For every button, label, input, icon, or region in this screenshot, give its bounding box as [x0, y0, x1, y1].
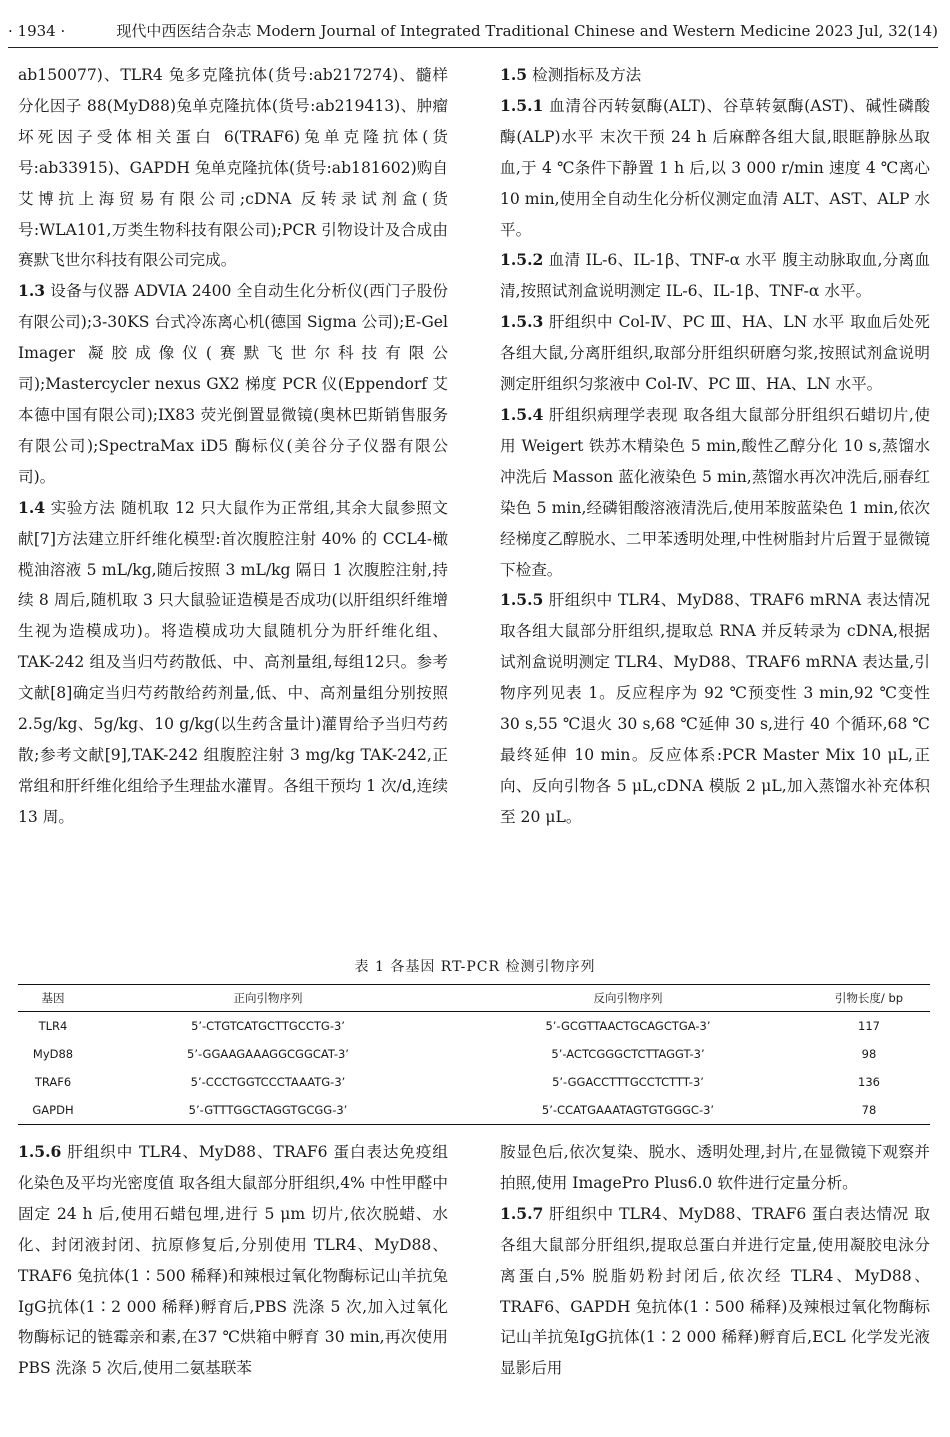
header-forward: 正向引物序列 — [88, 985, 448, 1012]
section-1-5-2 — [500, 245, 930, 307]
section-body: 取各组大鼠部分肝组织,4% 中性甲醛中固定 24 h 后,使用石蜡包埋,进行 5 μm 切片,依次脱蜡、水化、封闭液封闭、抗原修复后,分别使用 TLR4、MyD88、TRAF6 兔抗体(1∶500 稀释)和辣根过氧化物酶标记山羊抗兔IgG抗体(1∶2 000 稀释)孵育后,PBS 洗涤 5 次,加入过氧化物酶标记的链霉亲和素,在37 ℃烘箱中孵育 30 min,再次使用 PBS 洗涤 5 次后,使用二氨基联苯 — [18, 1173, 448, 1378]
section-number: 1.5.1 — [500, 95, 544, 115]
section-body: 取血后处死各组大鼠,分离肝组织,取部分肝组织研磨匀浆,按照试剂盒说明测定肝组织匀浆液中 Col-Ⅳ、PC Ⅲ、HA、LN 水平。 — [500, 313, 930, 394]
paragraph-materials-cont: ab150077)、TLR4 兔多克隆抗体(货号:ab217274)、髓样分化因子 88(MyD88)兔单克隆抗体(货号:ab219413)、肿瘤坏死因子受体相关蛋白 6(TRAF6)兔单克隆抗体(货号:ab33915)、GAPDH 兔单克隆抗体(货号:ab181602)购自艾博抗上海贸易有限公司;cDNA 反转录试剂盒(货号:WLA101,万类生物科技有限公司);PCR 引物设计及合成由赛默飞世尔科技有限公司完成。 — [18, 66, 448, 270]
section-body: ADVIA 2400 全自动生化分析仪(西门子股份有限公司);3-30KS 台式冷冻离心机(德国 Sigma 公司);E-Gel Imager 凝胶成像仪(赛默飞世尔科技有限公司);Mastercycler nexus GX2 梯度 PCR 仪(Eppendorf 艾本德中国有限公司);IX83 荧光倒置显微镜(奥林巴斯销售服务有限公司);SpectraMax iD5 酶标仪(美谷分子仪器有限公司)。 — [18, 282, 448, 486]
right-column-top — [500, 60, 930, 833]
section-title: 肝组织中 TLR4、MyD88、TRAF6 蛋白表达免疫组化染色及平均光密度值 — [18, 1143, 448, 1192]
header-rule — [8, 47, 938, 48]
cell-forward: 5’-CTGTCATGCTTGCCTG-3’ — [191, 1019, 345, 1033]
section-1-5-1 — [500, 91, 930, 246]
section-title: 实验方法 — [50, 498, 116, 517]
primer-table — [18, 984, 930, 1125]
section-number: 1.5.4 — [500, 404, 544, 424]
section-title: 肝组织中 TLR4、MyD88、TRAF6 蛋白表达情况 — [548, 1204, 909, 1223]
table-row — [18, 1068, 930, 1096]
paragraph-ihc-cont: 胺显色后,依次复染、脱水、透明处理,封片,在显微镜下观察并拍照,使用 ImagePro Plus6.0 软件进行定量分析。 — [500, 1143, 930, 1192]
table-header-row — [18, 985, 930, 1012]
section-number: 1.5.2 — [500, 250, 544, 270]
table-row — [18, 1096, 930, 1125]
section-number: 1.4 — [18, 497, 46, 517]
section-title: 检测指标及方法 — [532, 66, 642, 84]
cell-length: 98 — [861, 1047, 877, 1061]
section-title: 肝组织中 Col-Ⅳ、PC Ⅲ、HA、LN 水平 — [548, 313, 845, 332]
section-body: 取各组大鼠部分肝组织石蜡切片,使用 Weigert 铁苏木精染色 5 min,酸性乙醇分化 10 s,蒸馏水冲洗后 Masson 蓝化液染色 5 min,蒸馏水再次冲洗后,丽春红染色 5 min,经磷钼酸溶液清洗后,使用苯胺蓝染色 1 min,依次经梯度乙醇脱水、二甲苯透明处理,中性树脂封片后置于显微镜下检查。 — [500, 405, 930, 579]
section-number: 1.5.7 — [500, 1203, 544, 1223]
section-number: 1.5.5 — [500, 590, 544, 610]
section-body: 取各组大鼠部分肝组织,提取总蛋白并进行定量,使用凝胶电泳分离蛋白,5% 脱脂奶粉封闭后,依次经 TLR4、MyD88、TRAF6、GAPDH 兔抗体(1∶500 稀释)及辣根过氧化物酶标记山羊抗兔IgG抗体(1∶2 000 稀释)孵育后,ECL 化学发光液显影后用 — [500, 1204, 930, 1378]
section-body: 腹主动脉取血,分离血清,按照试剂盒说明测定 IL-6、IL-1β、TNF-α 水平。 — [500, 251, 930, 301]
section-number: 1.5.3 — [500, 312, 544, 332]
cell-reverse: 5’-CCATGAAATAGTGTGGGC-3’ — [448, 1096, 808, 1125]
cell-forward: 5’-CCCTGGTCCCTAAATG-3’ — [190, 1075, 346, 1089]
page-header — [8, 18, 938, 46]
section-number: 1.5.6 — [18, 1142, 62, 1161]
section-body: 随机取 12 只大鼠作为正常组,其余大鼠参照文献[7]方法建立肝纤维化模型:首次腹腔注射 40% 的 CCL4-橄榄油溶液 5 mL/kg,随后按照 3 mL/kg 隔日 1 次腹腔注射,持续 8 周后,随机取 3 只大鼠验证造模是否成功(以肝组织纤维增生视为造模成功)。将造模成功大鼠随机分为肝纤维化组、TAK-242 组及当归芍药散低、中、高剂量组,每组12只。参考文献[8]确定当归芍药散给药剂量,低、中、高剂量组分别按照2.5g/kg、5g/kg、10 g/kg(以生药含量计)灌胃给予当归芍药散;参考文献[9],TAK-242 组腹腔注射 3 mg/kg TAK-242,正常组和肝纤维化组给予生理盐水灌胃。各组干预均 1 次/d,连续 13 周。 — [18, 498, 448, 826]
section-1-5-6 — [18, 1137, 448, 1384]
header-gene: 基因 — [18, 985, 88, 1012]
cell-forward: 5’-GTTTGGCTAGGTGCGG-3’ — [88, 1096, 448, 1125]
section-1-3 — [18, 276, 448, 492]
section-1-5-5 — [500, 585, 930, 832]
cell-length: 78 — [808, 1096, 930, 1125]
section-1-5-7 — [500, 1199, 930, 1384]
section-number: 1.3 — [18, 281, 46, 301]
cell-gene: TRAF6 — [34, 1075, 72, 1089]
cell-length: 117 — [858, 1019, 880, 1033]
section-title: 血清 IL-6、IL-1β、TNF-α 水平 — [548, 251, 778, 270]
section-title: 肝组织中 TLR4、MyD88、TRAF6 mRNA 表达情况 — [548, 591, 930, 610]
cell-length: 136 — [858, 1075, 880, 1089]
section-1-5-3 — [500, 307, 930, 400]
section-title: 肝组织病理学表现 — [548, 405, 678, 424]
cell-forward: 5’-GGAAGAAAGGCGGCAT-3’ — [187, 1047, 349, 1061]
cell-reverse: 5’-GCGTTAACTGCAGCTGA-3’ — [545, 1019, 711, 1033]
header-reverse: 反向引物序列 — [448, 985, 808, 1012]
cell-gene: GAPDH — [18, 1096, 88, 1125]
table-row — [18, 1012, 930, 1041]
section-title: 设备与仪器 — [50, 282, 130, 301]
cell-reverse: 5’-ACTCGGGCTCTTAGGT-3’ — [551, 1047, 705, 1061]
section-number: 1.5 — [500, 65, 528, 84]
left-column-top — [18, 60, 448, 833]
section-1-5 — [500, 60, 930, 91]
right-column-bottom — [500, 1137, 930, 1384]
table-caption: 表 1 各基因 RT-PCR 检测引物序列 — [354, 959, 596, 975]
page-number: · 1934 · — [8, 22, 66, 40]
table-row — [18, 1040, 930, 1068]
section-body: 末次干预 24 h 后麻醉各组大鼠,眼眶静脉丛取血,于 4 ℃条件下静置 1 h 后,以 3 000 r/min 速度 4 ℃离心 10 min,使用全自动生化分析仪测定血清 ALT、AST、ALP 水平。 — [500, 127, 930, 239]
left-column-bottom — [18, 1137, 448, 1384]
section-1-4 — [18, 493, 448, 833]
section-title: 血清谷丙转氨酶(ALT)、谷草转氨酶(AST)、碱性磷酸酶(ALP)水平 — [500, 96, 930, 146]
header-length: 引物长度/ bp — [808, 985, 930, 1012]
journal-title: 现代中西医结合杂志 Modern Journal of Integrated Traditional Chinese and Western Medicine 2023 Jul, 32(14) — [116, 22, 938, 40]
section-1-5-4 — [500, 400, 930, 585]
cell-gene: TLR4 — [38, 1019, 68, 1033]
cell-reverse: 5’-GGACCTTTGCCTCTTT-3’ — [552, 1075, 704, 1089]
section-body: 取各组大鼠部分肝组织,提取总 RNA 并反转录为 cDNA,根据试剂盒说明测定 TLR4、MyD88、TRAF6 mRNA 表达量,引物序列见表 1。反应程序为 92 ℃预变性 3 min,92 ℃变性 30 s,55 ℃退火 30 s,68 ℃延伸 30 s,进行 40 个循环,68 ℃最终延伸 10 min。反应体系:PCR Master Mix 10 μL,正向、反向引物各 5 μL,cDNA 模版 2 μL,加入蒸馏水补充体积至 20 μL。 — [500, 622, 930, 826]
cell-gene: MyD88 — [32, 1047, 74, 1061]
